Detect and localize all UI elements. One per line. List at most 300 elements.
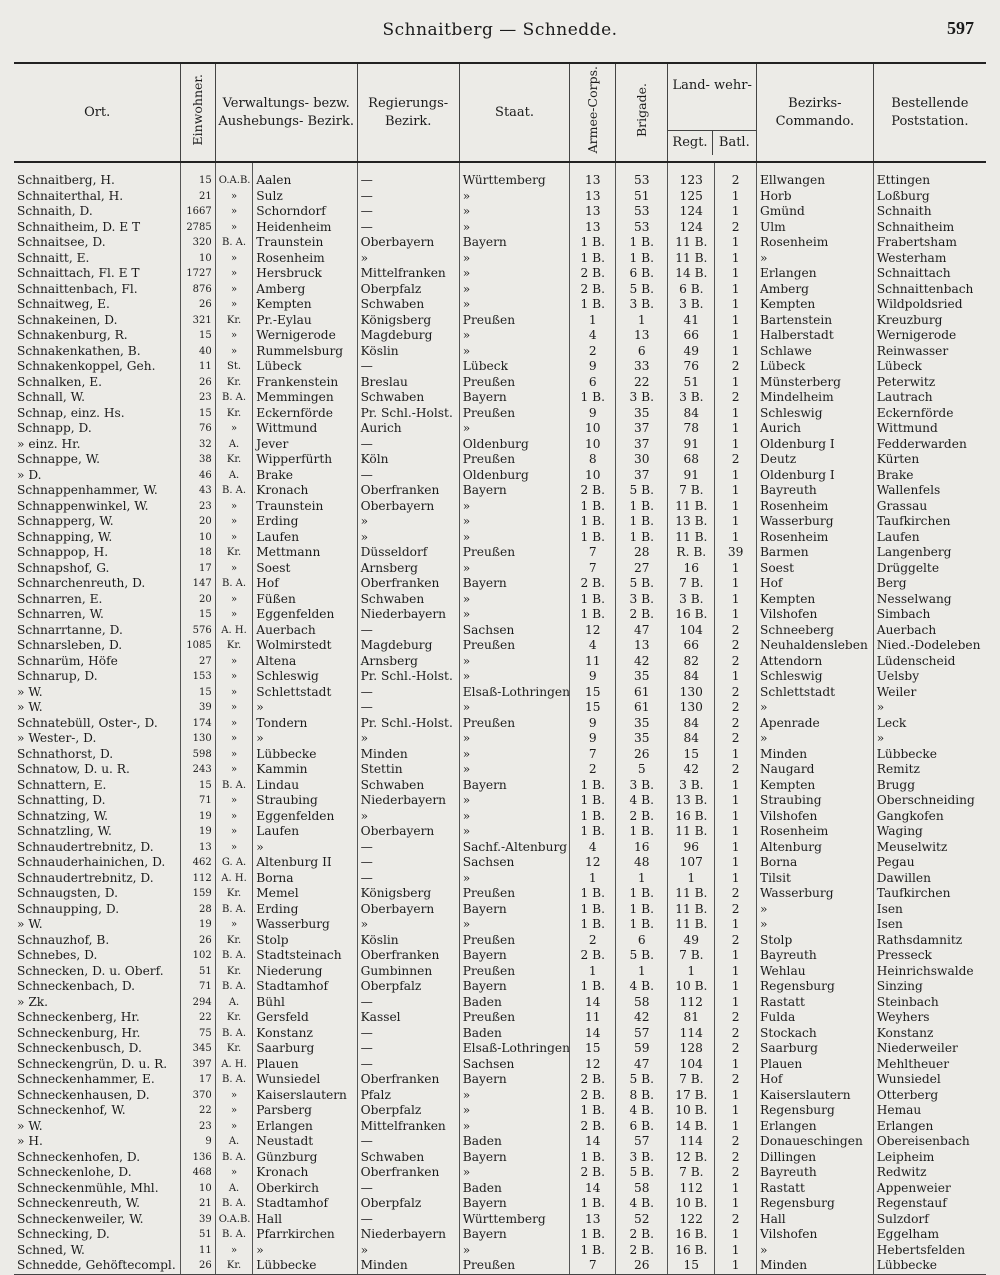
cell-poststation: Simbach <box>873 607 986 623</box>
cell-regierung: Breslau <box>357 375 459 391</box>
cell-verwaltung-bezirk: Kaiserslautern <box>253 1088 357 1104</box>
cell-brigade: 3 B. <box>616 1150 668 1166</box>
cell-verwaltung-type: B. A. <box>215 390 253 406</box>
cell-einwohner: 243 <box>181 762 215 778</box>
cell-einwohner: 13 <box>181 840 215 856</box>
cell-batl: 1 <box>715 1243 757 1259</box>
cell-brigade: 1 B. <box>616 824 668 840</box>
table-row <box>14 545 986 561</box>
cell-verwaltung-type: » <box>215 840 253 856</box>
table-row <box>14 1072 986 1088</box>
cell-staat: Bayern <box>459 778 570 794</box>
cell-einwohner: 136 <box>181 1150 215 1166</box>
table-row <box>14 251 986 267</box>
cell-poststation: Wittmund <box>873 421 986 437</box>
cell-batl: 2 <box>715 886 757 902</box>
cell-bezirkscommando: Hall <box>756 1212 873 1228</box>
cell-ort: Schnarren, E. <box>17 591 103 606</box>
cell-verwaltung-type: » <box>215 251 253 267</box>
cell-staat: Preußen <box>459 886 570 902</box>
cell-verwaltung-type: A. H. <box>215 1057 253 1073</box>
header-bezirkscommando: Bezirks- Commando. <box>756 63 873 162</box>
cell-batl: 2 <box>715 162 757 189</box>
cell-verwaltung-bezirk: Wittmund <box>253 421 357 437</box>
cell-regierung: Oberbayern <box>357 235 459 251</box>
cell-brigade: 1 B. <box>616 251 668 267</box>
cell-ort: Schnecking, D. <box>17 1227 110 1242</box>
cell-brigade: 3 B. <box>616 778 668 794</box>
header-landwehr: Land- wehr- Regt. Batl. <box>668 63 757 162</box>
cell-einwohner: 22 <box>181 1103 215 1119</box>
cell-batl: 2 <box>715 1150 757 1166</box>
cell-batl: 1 <box>715 437 757 453</box>
cell-bezirkscommando: Dillingen <box>756 1150 873 1166</box>
cell-einwohner: 10 <box>181 1181 215 1197</box>
cell-einwohner: 2785 <box>181 220 215 236</box>
cell-verwaltung-bezirk: Wunsiedel <box>253 1072 357 1088</box>
table-row <box>14 762 986 778</box>
cell-brigade: 51 <box>616 189 668 205</box>
cell-bezirkscommando: Mindelheim <box>756 390 873 406</box>
cell-armeecorps: 4 <box>570 638 616 654</box>
cell-regierung: — <box>357 437 459 453</box>
cell-verwaltung-type: » <box>215 607 253 623</box>
cell-verwaltung-type: B. A. <box>215 1150 253 1166</box>
cell-regierung: Mittelfranken <box>357 1119 459 1135</box>
cell-staat: » <box>459 747 570 763</box>
cell-einwohner: 15 <box>181 685 215 701</box>
cell-batl: 1 <box>715 840 757 856</box>
cell-einwohner: 15 <box>181 406 215 422</box>
cell-regierung: Oberfranken <box>357 948 459 964</box>
cell-staat: Bayern <box>459 1150 570 1166</box>
cell-einwohner: 76 <box>181 421 215 437</box>
cell-staat: Oldenburg <box>459 437 570 453</box>
cell-regierung: Niederbayern <box>357 793 459 809</box>
cell-brigade: 53 <box>616 220 668 236</box>
cell-regierung: — <box>357 220 459 236</box>
cell-armeecorps: 7 <box>570 1258 616 1274</box>
cell-batl: 1 <box>715 375 757 391</box>
cell-regierung: Köslin <box>357 933 459 949</box>
cell-regierung: Oberbayern <box>357 902 459 918</box>
cell-staat: Lübeck <box>459 359 570 375</box>
cell-einwohner: 1727 <box>181 266 215 282</box>
cell-armeecorps: 2 B. <box>570 1072 616 1088</box>
cell-batl: 2 <box>715 1010 757 1026</box>
cell-bezirkscommando: Apenrade <box>756 716 873 732</box>
cell-einwohner: 19 <box>181 917 215 933</box>
cell-batl: 1 <box>715 530 757 546</box>
cell-regierung: — <box>357 623 459 639</box>
cell-brigade: 57 <box>616 1026 668 1042</box>
cell-bezirkscommando: Vilshofen <box>756 607 873 623</box>
cell-poststation: Eggelham <box>873 1227 986 1243</box>
cell-verwaltung-type: A. <box>215 1134 253 1150</box>
cell-batl: 1 <box>715 1119 757 1135</box>
cell-batl: 1 <box>715 979 757 995</box>
cell-verwaltung-type: » <box>215 1103 253 1119</box>
cell-bezirkscommando: Hof <box>756 1072 873 1088</box>
cell-armeecorps: 2 B. <box>570 948 616 964</box>
cell-brigade: 2 B. <box>616 1243 668 1259</box>
cell-einwohner: 43 <box>181 483 215 499</box>
cell-poststation: Regenstauf <box>873 1196 986 1212</box>
cell-einwohner: 15 <box>181 328 215 344</box>
table-row <box>14 1165 986 1181</box>
table-row <box>14 204 986 220</box>
cell-poststation: Niederweiler <box>873 1041 986 1057</box>
cell-bezirkscommando: Lübeck <box>756 359 873 375</box>
table-row <box>14 406 986 422</box>
cell-verwaltung-type: A. <box>215 437 253 453</box>
cell-ort: Schnarüm, Höfe <box>17 653 118 668</box>
cell-einwohner: 174 <box>181 716 215 732</box>
cell-batl: 1 <box>715 421 757 437</box>
cell-armeecorps: 1 B. <box>570 902 616 918</box>
cell-brigade: 13 <box>616 638 668 654</box>
cell-ort: Schneckenberg, Hr. <box>17 1010 140 1025</box>
cell-armeecorps: 1 <box>570 313 616 329</box>
cell-verwaltung-bezirk: Laufen <box>253 530 357 546</box>
cell-verwaltung-bezirk: Laufen <box>253 824 357 840</box>
cell-bezirkscommando: Saarburg <box>756 1041 873 1057</box>
cell-bezirkscommando: Rosenheim <box>756 499 873 515</box>
cell-poststation: Drüggelte <box>873 561 986 577</box>
cell-verwaltung-type: » <box>215 685 253 701</box>
cell-batl: 1 <box>715 964 757 980</box>
cell-verwaltung-bezirk: » <box>253 840 357 856</box>
cell-bezirkscommando: Kempten <box>756 592 873 608</box>
cell-regt: 11 B. <box>668 824 715 840</box>
table-row <box>14 731 986 747</box>
cell-bezirkscommando: Bayreuth <box>756 1165 873 1181</box>
cell-armeecorps: 6 <box>570 375 616 391</box>
cell-bezirkscommando: Naugard <box>756 762 873 778</box>
cell-verwaltung-type: B. A. <box>215 576 253 592</box>
cell-regt: 122 <box>668 1212 715 1228</box>
table-row <box>14 638 986 654</box>
cell-staat: » <box>459 917 570 933</box>
cell-verwaltung-bezirk: Pr.-Eylau <box>253 313 357 329</box>
table-row <box>14 266 986 282</box>
cell-ort: Schnattern, E. <box>17 777 107 792</box>
cell-brigade: 57 <box>616 1134 668 1150</box>
cell-verwaltung-type: B. A. <box>215 1196 253 1212</box>
cell-batl: 1 <box>715 328 757 344</box>
cell-armeecorps: 2 B. <box>570 1165 616 1181</box>
cell-brigade: 5 B. <box>616 576 668 592</box>
table-row <box>14 437 986 453</box>
cell-poststation: Berg <box>873 576 986 592</box>
cell-ort: Schneckengrün, D. u. R. <box>17 1056 168 1071</box>
cell-verwaltung-bezirk: Eckernförde <box>253 406 357 422</box>
table-row <box>14 1057 986 1073</box>
table-row <box>14 189 986 205</box>
cell-brigade: 35 <box>616 731 668 747</box>
cell-batl: 2 <box>715 762 757 778</box>
cell-einwohner: 598 <box>181 747 215 763</box>
cell-brigade: 1 B. <box>616 499 668 515</box>
cell-verwaltung-type: G. A. <box>215 855 253 871</box>
cell-regierung: Niederbayern <box>357 1227 459 1243</box>
table-row <box>14 793 986 809</box>
cell-poststation: » <box>873 731 986 747</box>
cell-verwaltung-bezirk: Erding <box>253 514 357 530</box>
cell-verwaltung-type: » <box>215 328 253 344</box>
cell-staat: Württemberg <box>459 1212 570 1228</box>
cell-einwohner: 26 <box>181 933 215 949</box>
cell-verwaltung-type: Kr. <box>215 406 253 422</box>
cell-armeecorps: 2 B. <box>570 266 616 282</box>
cell-regt: 7 B. <box>668 948 715 964</box>
cell-armeecorps: 1 B. <box>570 530 616 546</box>
cell-regt: 68 <box>668 452 715 468</box>
cell-ort: » H. <box>17 1134 43 1149</box>
cell-verwaltung-type: A. <box>215 468 253 484</box>
cell-ort: Schnecken, D. u. Oberf. <box>17 963 164 978</box>
cell-staat: » <box>459 344 570 360</box>
cell-armeecorps: 9 <box>570 406 616 422</box>
cell-bezirkscommando: Erlangen <box>756 1119 873 1135</box>
cell-batl: 1 <box>715 1103 757 1119</box>
cell-verwaltung-bezirk: Stadtamhof <box>253 979 357 995</box>
table-row <box>14 948 986 964</box>
cell-verwaltung-type: » <box>215 220 253 236</box>
cell-poststation: Heinrichswalde <box>873 964 986 980</box>
cell-poststation: Uelsby <box>873 669 986 685</box>
cell-poststation: Appenweier <box>873 1181 986 1197</box>
cell-brigade: 37 <box>616 468 668 484</box>
cell-ort: Schnap, einz. Hs. <box>17 405 125 420</box>
cell-einwohner: 15 <box>181 162 215 189</box>
cell-brigade: 4 B. <box>616 1103 668 1119</box>
cell-brigade: 53 <box>616 162 668 189</box>
cell-verwaltung-bezirk: Hof <box>253 576 357 592</box>
cell-verwaltung-type: » <box>215 731 253 747</box>
cell-armeecorps: 7 <box>570 747 616 763</box>
cell-armeecorps: 12 <box>570 1057 616 1073</box>
cell-regierung: — <box>357 995 459 1011</box>
cell-einwohner: 11 <box>181 1243 215 1259</box>
cell-verwaltung-bezirk: Memel <box>253 886 357 902</box>
cell-regt: 84 <box>668 716 715 732</box>
cell-ort: Schnarren, W. <box>17 607 104 622</box>
cell-einwohner: 10 <box>181 530 215 546</box>
cell-poststation: Leipheim <box>873 1150 986 1166</box>
cell-brigade: 5 B. <box>616 948 668 964</box>
cell-regierung: — <box>357 1134 459 1150</box>
cell-ort: Schnall, W. <box>17 390 85 405</box>
cell-brigade: 1 <box>616 313 668 329</box>
cell-regt: 112 <box>668 995 715 1011</box>
cell-batl: 1 <box>715 1227 757 1243</box>
cell-verwaltung-bezirk: Schleswig <box>253 669 357 685</box>
cell-armeecorps: 1 B. <box>570 235 616 251</box>
cell-staat: Bayern <box>459 902 570 918</box>
cell-batl: 1 <box>715 251 757 267</box>
cell-ort: Schned, W. <box>17 1242 85 1257</box>
cell-bezirkscommando: Bayreuth <box>756 483 873 499</box>
cell-staat: Bayern <box>459 948 570 964</box>
cell-staat: Preußen <box>459 545 570 561</box>
cell-bezirkscommando: Wasserburg <box>756 886 873 902</box>
cell-regierung: Königsberg <box>357 313 459 329</box>
cell-ort: Schneckenmühle, Mhl. <box>17 1180 159 1195</box>
cell-staat: » <box>459 1165 570 1181</box>
cell-staat: Bayern <box>459 235 570 251</box>
cell-regierung: Oberpfalz <box>357 1103 459 1119</box>
cell-brigade: 27 <box>616 561 668 577</box>
cell-regierung: Magdeburg <box>357 328 459 344</box>
cell-ort: Schnakeinen, D. <box>17 312 118 327</box>
cell-brigade: 35 <box>616 669 668 685</box>
cell-regt: 104 <box>668 623 715 639</box>
cell-poststation: Redwitz <box>873 1165 986 1181</box>
cell-regierung: Schwaben <box>357 778 459 794</box>
cell-poststation: Pegau <box>873 855 986 871</box>
cell-poststation: Weyhers <box>873 1010 986 1026</box>
cell-bezirkscommando: Regensburg <box>756 979 873 995</box>
cell-batl: 1 <box>715 793 757 809</box>
cell-regt: 84 <box>668 669 715 685</box>
cell-verwaltung-bezirk: Füßen <box>253 592 357 608</box>
cell-brigade: 35 <box>616 406 668 422</box>
cell-poststation: Taufkirchen <box>873 514 986 530</box>
cell-ort: Schnaitt, E. <box>17 250 90 265</box>
cell-poststation: Brake <box>873 468 986 484</box>
cell-regierung: Gumbinnen <box>357 964 459 980</box>
cell-poststation: Erlangen <box>873 1119 986 1135</box>
table-row <box>14 654 986 670</box>
table-row <box>14 995 986 1011</box>
cell-regt: 10 B. <box>668 1196 715 1212</box>
cell-regt: 17 B. <box>668 1088 715 1104</box>
cell-poststation: Wernigerode <box>873 328 986 344</box>
cell-armeecorps: 2 B. <box>570 483 616 499</box>
cell-brigade: 26 <box>616 1258 668 1274</box>
cell-ort: » D. <box>17 467 42 482</box>
cell-brigade: 28 <box>616 545 668 561</box>
cell-armeecorps: 9 <box>570 731 616 747</box>
cell-batl: 1 <box>715 917 757 933</box>
table-row <box>14 1026 986 1042</box>
cell-verwaltung-bezirk: Gersfeld <box>253 1010 357 1026</box>
cell-regierung: Oberfranken <box>357 1165 459 1181</box>
cell-regt: 7 B. <box>668 483 715 499</box>
cell-poststation: Ettingen <box>873 162 986 189</box>
cell-staat: » <box>459 793 570 809</box>
cell-armeecorps: 15 <box>570 685 616 701</box>
cell-einwohner: 468 <box>181 1165 215 1181</box>
table-row <box>14 576 986 592</box>
cell-bezirkscommando: Horb <box>756 189 873 205</box>
cell-verwaltung-bezirk: Schorndorf <box>253 204 357 220</box>
cell-verwaltung-type: B. A. <box>215 902 253 918</box>
cell-staat: » <box>459 607 570 623</box>
cell-verwaltung-type: Kr. <box>215 964 253 980</box>
cell-batl: 1 <box>715 995 757 1011</box>
cell-batl: 1 <box>715 576 757 592</box>
cell-regierung: Arnsberg <box>357 561 459 577</box>
cell-brigade: 48 <box>616 855 668 871</box>
cell-regierung: Oberbayern <box>357 499 459 515</box>
cell-batl: 2 <box>715 902 757 918</box>
cell-batl: 39 <box>715 545 757 561</box>
cell-poststation: Wallenfels <box>873 483 986 499</box>
cell-armeecorps: 1 B. <box>570 824 616 840</box>
cell-verwaltung-type: » <box>215 297 253 313</box>
cell-ort: Schnapp, D. <box>17 421 92 436</box>
cell-poststation: Loßburg <box>873 189 986 205</box>
cell-regierung: — <box>357 1212 459 1228</box>
cell-verwaltung-bezirk: Lübeck <box>253 359 357 375</box>
cell-batl: 1 <box>715 406 757 422</box>
cell-staat: Preußen <box>459 375 570 391</box>
cell-armeecorps: 1 B. <box>570 607 616 623</box>
cell-verwaltung-bezirk: » <box>253 1243 357 1259</box>
cell-einwohner: 345 <box>181 1041 215 1057</box>
cell-regt: 13 B. <box>668 514 715 530</box>
cell-armeecorps: 2 <box>570 933 616 949</box>
cell-verwaltung-bezirk: Eggenfelden <box>253 607 357 623</box>
table-row <box>14 917 986 933</box>
cell-brigade: 1 B. <box>616 902 668 918</box>
cell-staat: » <box>459 1103 570 1119</box>
cell-regierung: Kassel <box>357 1010 459 1026</box>
cell-ort: Schnaith, D. <box>17 204 93 219</box>
table-row <box>14 607 986 623</box>
cell-bezirkscommando: Donaueschingen <box>756 1134 873 1150</box>
cell-batl: 1 <box>715 313 757 329</box>
table-row <box>14 716 986 732</box>
cell-einwohner: 51 <box>181 964 215 980</box>
cell-poststation: Otterberg <box>873 1088 986 1104</box>
cell-regierung: Minden <box>357 1258 459 1274</box>
cell-staat: » <box>459 871 570 887</box>
cell-bezirkscommando: Rosenheim <box>756 824 873 840</box>
cell-ort: Schnakenburg, R. <box>17 328 128 343</box>
cell-armeecorps: 7 <box>570 545 616 561</box>
cell-verwaltung-type: » <box>215 592 253 608</box>
table-row <box>14 282 986 298</box>
cell-einwohner: 32 <box>181 437 215 453</box>
cell-verwaltung-bezirk: Kammin <box>253 762 357 778</box>
cell-regt: 15 <box>668 747 715 763</box>
cell-verwaltung-type: B. A. <box>215 1072 253 1088</box>
cell-regierung: — <box>357 1041 459 1057</box>
cell-poststation: Taufkirchen <box>873 886 986 902</box>
cell-bezirkscommando: Vilshofen <box>756 809 873 825</box>
cell-einwohner: 20 <box>181 514 215 530</box>
cell-regierung: Magdeburg <box>357 638 459 654</box>
table-row <box>14 452 986 468</box>
cell-staat: » <box>459 654 570 670</box>
cell-verwaltung-bezirk: Traunstein <box>253 235 357 251</box>
cell-verwaltung-type: » <box>215 824 253 840</box>
cell-verwaltung-type: » <box>215 499 253 515</box>
cell-ort: Schneckenreuth, W. <box>17 1196 141 1211</box>
cell-brigade: 4 B. <box>616 979 668 995</box>
cell-batl: 1 <box>715 778 757 794</box>
cell-brigade: 35 <box>616 716 668 732</box>
cell-regt: 114 <box>668 1026 715 1042</box>
cell-staat: » <box>459 189 570 205</box>
cell-staat: » <box>459 328 570 344</box>
cell-poststation: Lübbecke <box>873 747 986 763</box>
cell-regt: 11 B. <box>668 902 715 918</box>
table-row <box>14 1103 986 1119</box>
